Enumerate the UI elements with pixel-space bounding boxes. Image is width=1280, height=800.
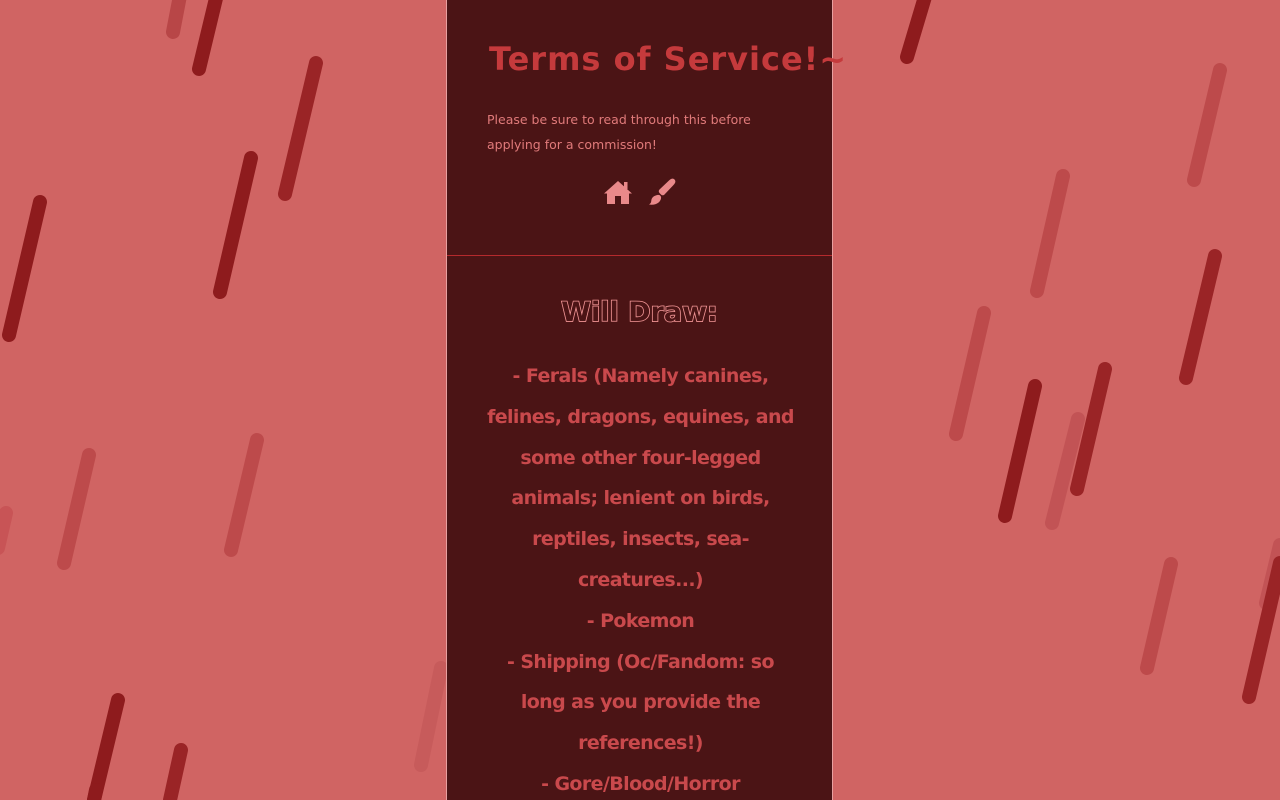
rain-streak	[1005, 386, 1035, 516]
will-draw-heading: Will Draw:	[561, 297, 718, 328]
rain-streak	[1037, 176, 1063, 291]
rain-streak	[220, 158, 251, 292]
rain-streak	[421, 668, 441, 765]
icon-nav	[447, 176, 832, 212]
content-panel	[446, 0, 848, 800]
rain-streak	[199, 0, 218, 69]
rain-streak	[173, 0, 183, 32]
rain-streak	[64, 455, 89, 563]
list-item: - Shipping (Oc/Fandom: so long as you provide the references!)	[507, 650, 774, 755]
rain-streak	[1194, 70, 1220, 180]
rain-streak	[1147, 564, 1171, 668]
rain-streak	[907, 0, 930, 57]
rain-streak	[956, 313, 984, 434]
rain-streak	[94, 790, 96, 800]
paintbrush-icon[interactable]	[646, 176, 678, 208]
rain-streak	[170, 750, 181, 800]
list-item: - Ferals (Namely canines, felines, dragons, equines, and some other four-legged animals; lenient on birds, reptiles, insects, sea-creatures...)	[487, 365, 794, 591]
list-item: - Pokemon	[586, 609, 695, 632]
rain-streak	[231, 440, 257, 550]
will-draw-list	[487, 356, 794, 800]
page-header	[447, 0, 848, 256]
page-subtitle: Please be sure to read through this before applying for a commission!	[487, 112, 751, 152]
home-icon[interactable]	[602, 176, 634, 208]
rain-streak	[1186, 256, 1215, 378]
rain-streak	[285, 63, 316, 194]
rain-streak	[0, 513, 6, 548]
list-item: - Gore/Blood/Horror	[541, 772, 740, 795]
page-title: Terms of Service!~	[489, 40, 848, 78]
rain-streak	[9, 202, 40, 335]
